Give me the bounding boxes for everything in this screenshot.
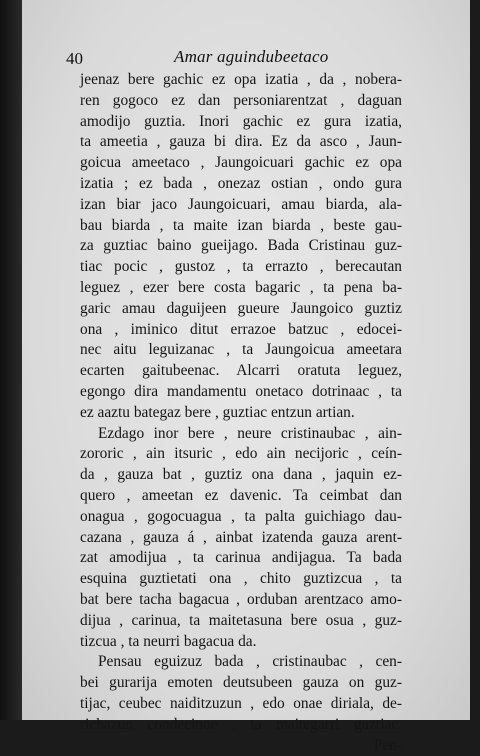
text-line: tizcua , ta neurri bagacua da. xyxy=(80,632,402,653)
text-line: nec aitu leguizanac , ta Jaungoicua ameetara xyxy=(80,340,402,361)
running-title: Amar aguindubeetaco xyxy=(174,47,328,67)
text-line: ez aaztu bategaz bere , guztiac entzun artian. xyxy=(80,403,402,424)
text-line: esquina guztietati ona , chito guztizcua , ta xyxy=(80,569,402,590)
text-line: egongo dira mandamentu onetaco dotrinaac , ta xyxy=(80,382,402,403)
text-line: goicua ameetaco , Jaungoicuari gachic ez opa xyxy=(80,153,402,174)
text-line: leguez , ezer bere costa bagaric , ta pena ba- xyxy=(80,278,402,299)
text-line: tiac pocic , gustoz , ta errazto , berecautan xyxy=(80,257,402,278)
body-text xyxy=(80,70,402,756)
catchword: Pen- xyxy=(80,736,402,756)
text-line: cazana , gauza á , ainbat izatenda gauza arent- xyxy=(80,528,402,549)
text-line: jeenaz bere gachic ez opa izatia , da , nobera- xyxy=(80,70,402,91)
text-line: bat bere tacha bagacua , orduban arentzaco amo- xyxy=(80,590,402,611)
page-gutter-shadow xyxy=(0,0,22,720)
text-line: quero , ameetan ez davenic. Ta ceimbat dan xyxy=(80,486,402,507)
text-line: za guztiac baino gueijago. Bada Cristinau guz- xyxy=(80,236,402,257)
text-line: da , gauza bat , guztiz ona dana , jaquin ez- xyxy=(80,465,402,486)
text-line: zororic , ain itsuric , edo ain necijoric , ceín- xyxy=(80,444,402,465)
text-line: Ezdago inor bere , neure cristinaubac , ain- xyxy=(80,424,402,445)
text-line: Pensau eguizuz bada , cristinaubac , cen- xyxy=(80,652,402,673)
text-line: richazun condecinoe , ta maitegarri guztiac. xyxy=(80,715,402,736)
text-line: tijac, ceubec naiditzuzun , edo onae diriala, de- xyxy=(80,694,402,715)
text-line: izatia ; ez bada , onezaz ostian , ondo gura xyxy=(80,174,402,195)
page-header xyxy=(66,47,366,71)
text-line: garic amau daguijeen gueure Jaungoico guztiz xyxy=(80,299,402,320)
text-line: izan biar jaco Jaungoicuari, amau biarda, ala- xyxy=(80,195,402,216)
text-line: dijua , carinua, ta maitetasuna bere osua , guz- xyxy=(80,611,402,632)
text-line: ona , iminico ditut errazoe batzuc , edocei- xyxy=(80,320,402,341)
text-line: onagua , gogocuagua , ta palta guichiago dau- xyxy=(80,507,402,528)
text-line: ecarten gaitubeenac. Alcarri oratuta leguez, xyxy=(80,361,402,382)
text-line: zat amodijua , ta carinua andijagua. Ta bada xyxy=(80,548,402,569)
text-line: amodijo guztia. Inori gachic ez gura izatia, xyxy=(80,112,402,133)
text-line: ren gogoco ez dan personiarentzat , daguan xyxy=(80,91,402,112)
text-line: ta ameetia , gauza bi dira. Ez da asco , Jaun- xyxy=(80,132,402,153)
text-line: bei gurarija emoten deutsubeen gauza on guz- xyxy=(80,673,402,694)
text-line: bau biarda , ta maite izan biarda , beste gau- xyxy=(80,216,402,237)
page-number: 40 xyxy=(66,49,83,69)
